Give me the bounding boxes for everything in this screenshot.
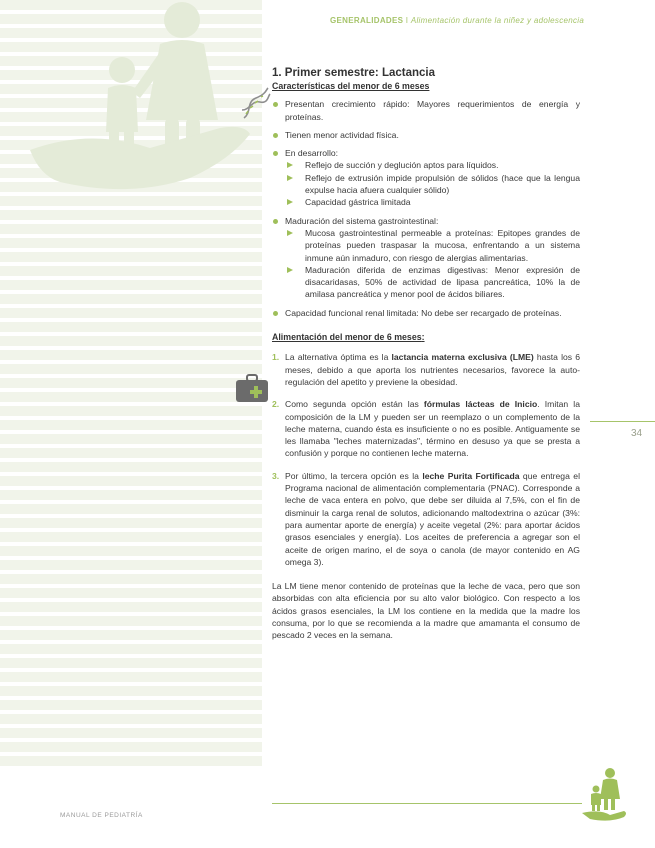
numbered-item: 2. Como segunda opción están las fórmulas lácteas de Inicio. Imitan la composición de la LM y pueden ser un reemplazo o un complemento de la leche materna, cuando ésta es insuficiente o no es posible. Antiguamente se les llamaba "leches maternizadas", término en desuso ya que se presta a confusión y porque no contienen leche materna. <box>272 399 581 459</box>
closing-paragraph: La LM tiene menor contenido de proteínas que la leche de vaca, pero que son absorbidas con alta eficiencia por su alto valor biológico. Con respecto a los ácidos grasos esenciales, la LM los contiene en la medida que la madre los consuma, por lo que se recomienda a la madre que amamanta el consumo de pescado 2 veces en la semana. <box>272 581 580 641</box>
feeding-options-list <box>272 351 580 568</box>
page-number-rule <box>590 421 655 422</box>
medical-kit-icon <box>235 373 269 403</box>
subheading-alimentacion: Alimentación del menor de 6 meses: <box>272 332 425 343</box>
family-hand-illustration <box>20 0 260 200</box>
main-content <box>272 66 580 642</box>
list-item: Tienen menor actividad física. <box>272 129 580 141</box>
sub-list-item: Reflejo de extrusión impide propulsión de sólidos (hace que la lengua expulse hacia afuera cualquier sólido) <box>285 172 580 197</box>
sub-list-item: Reflejo de succión y deglución aptos para líquidos. <box>285 159 580 171</box>
desarrollo-sublist <box>285 159 580 208</box>
footer-text: MANUAL DE PEDIATRÍA <box>60 812 143 819</box>
sub-list-item: Mucosa gastrointestinal permeable a proteínas: Epitopes grandes de proteínas pueden traspasar la mucosa, enfrentando a un sistema inmune aún inmaduro, con riesgo de alergias alimentarias. <box>285 227 580 264</box>
header-section: GENERALIDADES <box>330 16 404 25</box>
sub-list-item: Capacidad gástrica limitada <box>285 196 580 208</box>
header-subtitle: Alimentación durante la niñez y adolescencia <box>410 16 585 25</box>
page-number: 34 <box>631 428 643 439</box>
family-icon <box>580 765 628 823</box>
running-header <box>330 16 584 25</box>
numbered-item: 3. Por último, la tercera opción es la leche Purita Fortificada que entrega el Programa nacional de alimentación complementaria (PNAC). Corresponde a leche de vaca entera en polvo, que debe ser diluida al 7,5%, con el fin de disminuir la carga renal de solutos, adicionando maltodextrina o azúcar (3%: para aumentar aporte de energía) y aceite vegetal (2%: para aportar ácidos grasos esenciales y energía). Los aceites de preferencia a agregar son el aceite de origen marino, el de soya o canola (de mayor contenido en AG omega 3). <box>272 470 580 567</box>
dna-icon <box>240 86 272 120</box>
list-item: Capacidad funcional renal limitada: No debe ser recargado de proteínas. <box>272 307 580 319</box>
characteristics-list <box>272 98 580 319</box>
sub-list-item: Maduración diferida de enzimas digestivas: Menor expresión de disacaridasas, 50% de actividad de lipasa pancreática, 10% la de amilasa pancreática y menor pool de ácidos biliares. <box>285 264 580 301</box>
list-item: Presentan crecimiento rápido: Mayores requerimientos de energía y proteínas. <box>272 98 580 123</box>
numbered-item: 1. La alternativa óptima es la lactancia materna exclusiva (LME) hasta los 6 meses, debido a que aporta los nutrientes necesarios, favorece la auto-regulación del apetito y previene la obesidad. <box>272 352 580 387</box>
maduracion-sublist <box>285 227 580 301</box>
footer-rule <box>272 803 582 804</box>
header-separator: I <box>403 16 411 25</box>
list-item: En desarrollo: Reflejo de succión y deglución aptos para líquidos. Reflejo de extrusión impide propulsión de sólidos (hace que la lengua expulse hacia afuera cualquier sólido) Capacidad gástrica limitada <box>272 147 580 208</box>
list-item: Maduración del sistema gastrointestinal: Mucosa gastrointestinal permeable a proteínas: Epitopes grandes de proteínas pueden traspasar la mucosa, enfrentando a un sistema inmune aún inmaduro, con riesgo de alergias alimentarias. Maduración diferida de enzimas digestivas: Menor expresión de disacaridasas, 50% de actividad de lipasa pancreática, 10% la de amilasa pancreática y menor pool de ácidos biliares. <box>272 215 580 301</box>
section-title: 1. Primer semestre: Lactancia <box>272 67 436 79</box>
subheading-caracteristicas: Características del menor de 6 meses <box>272 81 430 91</box>
